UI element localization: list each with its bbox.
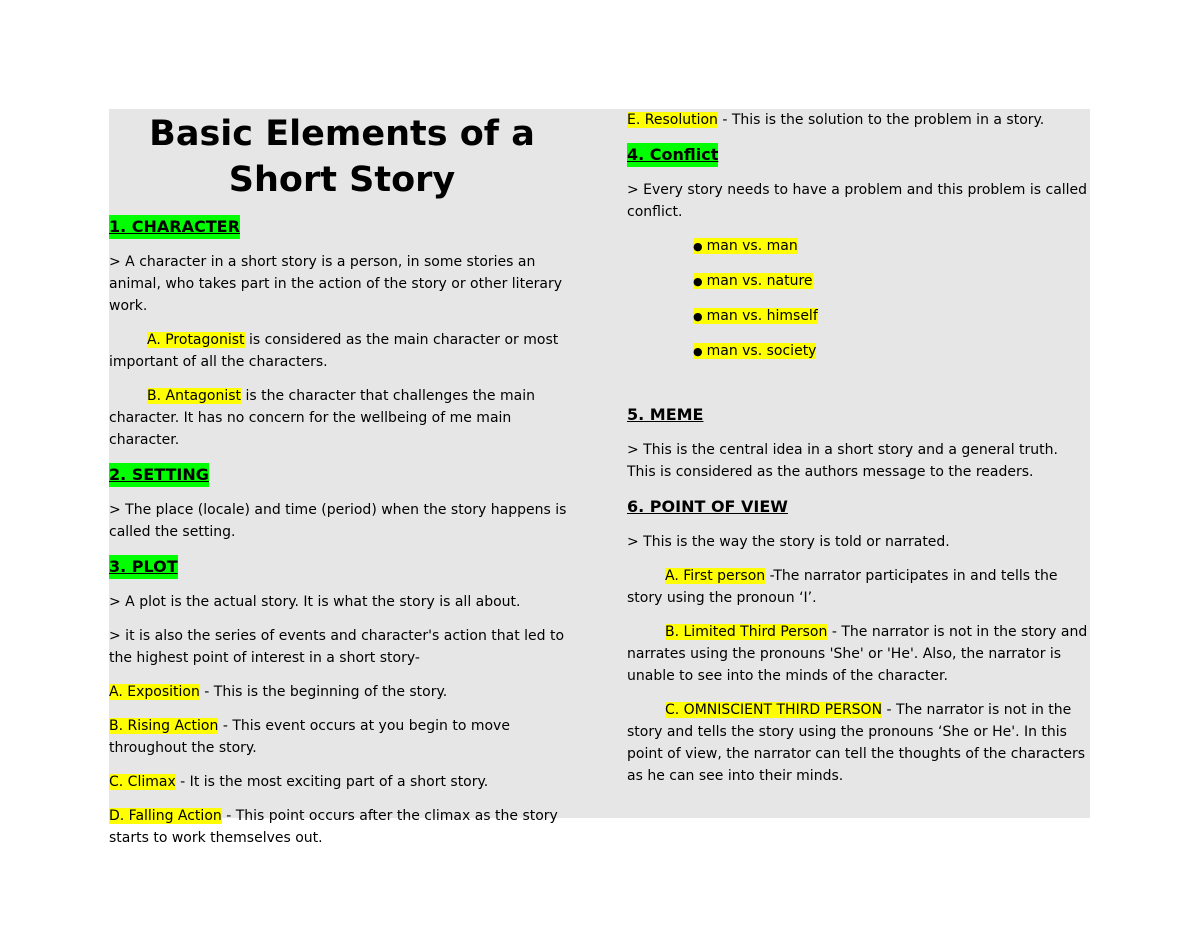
character-heading: 1. CHARACTER (109, 215, 240, 239)
conflict-item-text: man vs. nature (706, 273, 813, 289)
resolution-term: E. Resolution (627, 112, 718, 128)
limited-third-term: B. Limited Third Person (665, 624, 828, 640)
exposition-term: A. Exposition (109, 684, 200, 700)
omniscient-term: C. OMNISCIENT THIRD PERSON (665, 702, 883, 718)
conflict-item-text: man vs. man (706, 238, 798, 254)
bullet-icon: ● (693, 240, 703, 253)
pov-heading: 6. POINT OF VIEW (627, 497, 788, 516)
climax-term: C. Climax (109, 774, 176, 790)
conflict-item-text: man vs. himself (706, 308, 818, 324)
resolution-text: - This is the solution to the problem in a story. (717, 112, 1045, 128)
title-line-2: Short Story (228, 160, 456, 200)
document-title (109, 111, 575, 203)
omniscient-paragraph (627, 699, 1089, 787)
resolution-paragraph (627, 109, 1089, 131)
rising-action-term: B. Rising Action (109, 718, 219, 734)
conflict-description: > Every story needs to have a problem and this problem is called conflict. (627, 182, 1088, 220)
rising-action-paragraph (109, 715, 579, 759)
meme-heading: 5. MEME (627, 405, 704, 424)
climax-paragraph (109, 771, 579, 793)
list-item (693, 235, 1089, 258)
first-person-paragraph (627, 565, 1089, 609)
setting-heading: 2. SETTING (109, 463, 209, 487)
left-column (109, 109, 579, 849)
omniscient-text: - The narrator is not in the story and tells the story using the pronouns ‘She or He'. In this point of view, the narrator can tell the thoughts of the characters as he can see into their minds. (627, 702, 1086, 784)
first-person-text: -The narrator participates in and tells the story using the pronoun ‘I’. (627, 568, 1058, 606)
meme-description: > This is the central idea in a short story and a general truth. This is considered as the authors message to the readers. (627, 442, 1058, 480)
rising-action-text: - This event occurs at you begin to move throughout the story. (109, 718, 510, 756)
falling-action-text: - This point occurs after the climax as the story starts to work themselves out. (109, 808, 558, 846)
list-item (693, 305, 1089, 328)
exposition-text: - This is the beginning of the story. (199, 684, 448, 700)
conflict-list (693, 235, 1089, 363)
plot-heading: 3. PLOT (109, 555, 178, 579)
pov-description: > This is the way the story is told or narrated. (627, 534, 950, 550)
protagonist-term: A. Protagonist (147, 332, 245, 348)
bullet-icon: ● (693, 275, 703, 288)
bullet-icon: ● (693, 310, 703, 323)
character-description: > A character in a short story is a person, in some stories an animal, who takes part in the action of the story or other literary work. (109, 254, 563, 314)
first-person-term: A. First person (665, 568, 766, 584)
falling-action-paragraph (109, 805, 579, 849)
conflict-heading: 4. Conflict (627, 143, 718, 167)
climax-text: - It is the most exciting part of a short story. (175, 774, 489, 790)
list-item (693, 270, 1089, 293)
conflict-item-text: man vs. society (706, 343, 817, 359)
antagonist-text: is the character that challenges the main character. It has no concern for the wellbeing of me main character. (109, 388, 535, 448)
protagonist-text: is considered as the main character or most important of all the characters. (109, 332, 559, 370)
limited-third-paragraph (627, 621, 1089, 687)
bullet-icon: ● (693, 345, 703, 358)
list-item (693, 340, 1089, 363)
protagonist-paragraph (109, 329, 579, 373)
setting-description: > The place (locale) and time (period) when the story happens is called the setting. (109, 502, 567, 540)
antagonist-paragraph (109, 385, 579, 451)
title-line-1: Basic Elements of a (149, 114, 535, 154)
plot-description-2: > it is also the series of events and character's action that led to the highest point of interest in a short story- (109, 628, 565, 666)
falling-action-term: D. Falling Action (109, 808, 222, 824)
right-column (627, 109, 1089, 787)
antagonist-term: B. Antagonist (147, 388, 242, 404)
limited-third-text: - The narrator is not in the story and narrates using the pronouns 'She' or 'He'. Also, the narrator is unable to see into the minds of the character. (627, 624, 1088, 684)
document-page (109, 109, 1090, 846)
exposition-paragraph (109, 681, 579, 703)
plot-description-1: > A plot is the actual story. It is what the story is all about. (109, 594, 521, 610)
